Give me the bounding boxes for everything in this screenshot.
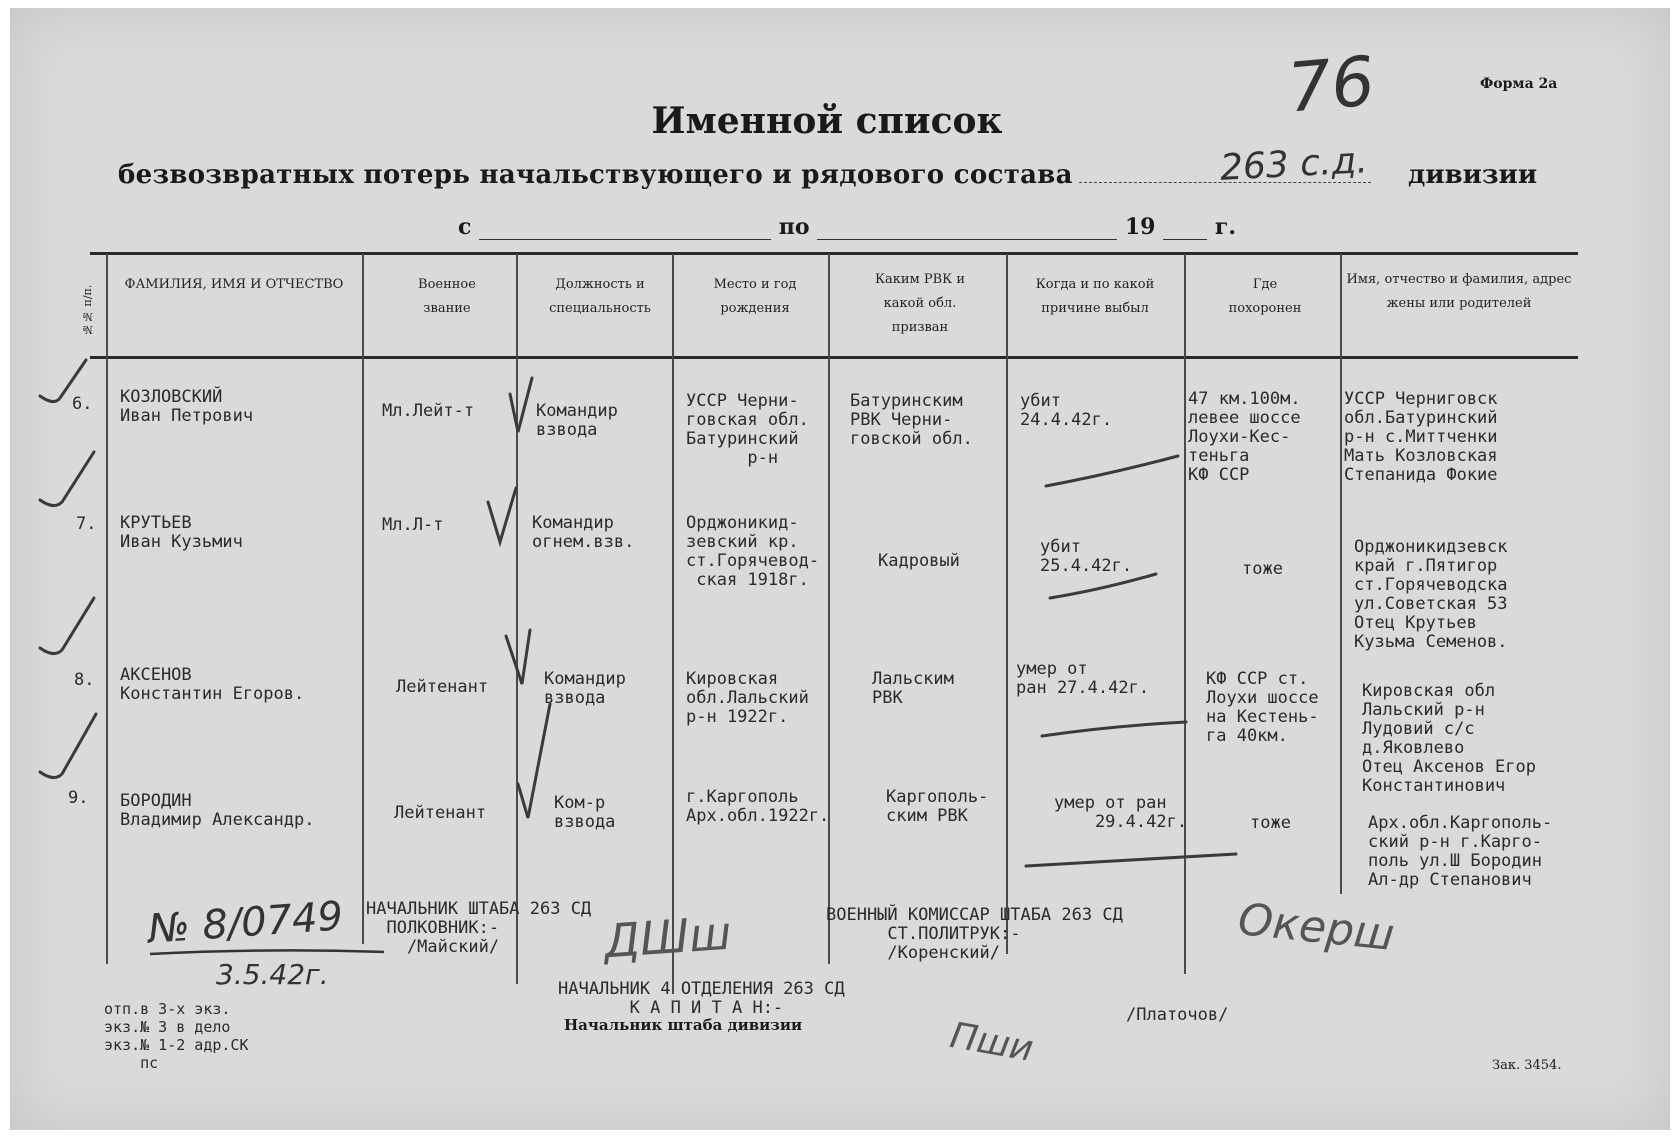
check-mark-icon xyxy=(506,630,530,684)
row-position: Командир взвода xyxy=(544,669,626,708)
document-subtitle xyxy=(118,160,1377,190)
row-relatives: Арх.обл.Каргополь- ский р-н г.Карго- поль ул.Ш Бородин Ал-др Степанович xyxy=(1368,813,1553,890)
strike-line xyxy=(1046,456,1178,486)
col-divider xyxy=(828,254,830,964)
signature-scribble: ДШш xyxy=(602,905,733,969)
col-divider xyxy=(672,254,674,994)
copies-note: отп.в 3-х экз. экз.№ 3 в дело экз.№ 1-2 адр.СК пс xyxy=(104,1000,249,1072)
signature-scribble: Окерш xyxy=(1235,893,1397,962)
check-mark-icon xyxy=(40,452,94,506)
row-relatives: Орджоникидзевск край г.Пятигор ст.Горячеводска ул.Советская 53 Отец Крутьев Кузьма Семенов. xyxy=(1354,537,1508,652)
row-relatives: УССР Черниговск обл.Батуринский р-н с.Миттченки Мать Козловская Степанида Фокие xyxy=(1344,389,1498,485)
row-name: АКСЕНОВ Константин Егоров. xyxy=(120,665,305,704)
date-to-label: по xyxy=(778,214,810,240)
chief-of-staff-signature: НАЧАЛЬНИК ШТАБА 263 СД ПОЛКОВНИК:- /Майский/ xyxy=(366,899,592,957)
table-header-rule xyxy=(90,356,1578,359)
row-when: убит 25.4.42г. xyxy=(1040,537,1133,576)
row-rvk: Каргополь- ским РВК xyxy=(886,787,989,826)
date-year-label: 19 xyxy=(1124,214,1156,240)
document-paper xyxy=(10,8,1670,1130)
row-position: Командир взвода xyxy=(536,401,618,440)
header-name: ФАМИЛИЯ, ИМЯ И ОТЧЕСТВО xyxy=(124,277,344,292)
row-when: умер от ран 29.4.42г. xyxy=(1054,793,1188,832)
col-divider xyxy=(362,254,364,944)
document-date: 3.5.42г. xyxy=(216,958,329,991)
header-rvk: Каким РВК и какой обл. призван xyxy=(874,272,965,335)
row-buried: 47 км.100м. левее шоссе Лоухи-Кес- теньга КФ ССР xyxy=(1188,389,1301,485)
commissar-signature: ВОЕННЫЙ КОМИССАР ШТАБА 263 СД СТ.ПОЛИТРУК:- /Коренский/ xyxy=(826,905,1123,963)
row-buried: КФ ССР ст. Лоухи шоссе на Кестень- га 40км. xyxy=(1206,669,1319,746)
dept-chief-name: /Платочов/ xyxy=(1126,1005,1229,1025)
form-label: Форма 2а xyxy=(1480,76,1558,92)
date-year-blank xyxy=(1163,221,1207,240)
col-divider xyxy=(516,254,518,984)
header-when: Когда и по какой причине выбыл xyxy=(1035,277,1155,316)
subtitle-text: безвозвратных потерь начальствующего и рядового состава xyxy=(118,160,1073,190)
date-from-label: с xyxy=(458,214,472,240)
row-number: 7. xyxy=(76,514,97,534)
row-birth: Кировская обл.Лальский р-н 1922г. xyxy=(686,669,809,727)
row-number: 9. xyxy=(68,788,89,808)
row-birth: Орджоникид- зевский кр. ст.Горячевод- ская 1918г. xyxy=(686,513,820,590)
division-word: дивизии xyxy=(1408,160,1538,190)
check-mark-icon xyxy=(40,714,96,778)
row-rvk: Батуринским РВК Черни- говской обл. xyxy=(850,391,973,449)
printed-caption: Начальник штаба дивизии xyxy=(564,1016,803,1034)
row-birth: г.Каргополь Арх.обл.1922г. xyxy=(686,787,830,826)
row-rank: Мл.Лейт-т xyxy=(382,401,475,421)
header-buried: Где похоронен xyxy=(1228,277,1302,316)
header-position: Должность и специальность xyxy=(549,277,651,316)
strike-line xyxy=(1026,854,1236,866)
row-when: убит 24.4.42г. xyxy=(1020,391,1113,430)
header-birth: Место и год рождения xyxy=(713,277,797,316)
row-rvk: Кадровый xyxy=(878,551,960,571)
header-rank: Военное звание xyxy=(418,277,476,316)
date-to-blank xyxy=(817,221,1117,240)
row-number: 6. xyxy=(72,394,93,414)
row-rank: Лейтенант xyxy=(394,803,487,823)
date-range xyxy=(458,214,1236,240)
row-name: БОРОДИН Владимир Александр. xyxy=(120,791,315,830)
row-rank: Лейтенант xyxy=(396,677,489,697)
col-divider xyxy=(1340,254,1342,894)
division-number: 263 с.д. xyxy=(1219,140,1369,189)
row-number: 8. xyxy=(74,670,95,690)
row-rank: Мл.Л-т xyxy=(382,515,444,535)
header-relatives: Имя, отчество и фамилия, адрес жены или родителей xyxy=(1346,272,1572,311)
row-name: КОЗЛОВСКИЙ Иван Петрович xyxy=(120,387,254,426)
date-year-suffix: г. xyxy=(1214,214,1236,240)
col-divider xyxy=(106,254,108,964)
row-position: Ком-р взвода xyxy=(554,793,616,832)
header-number: №№ п/п. xyxy=(81,284,94,336)
print-order: Зак. 3454. xyxy=(1492,1058,1562,1073)
signature-scribble: Пши xyxy=(947,1015,1037,1070)
document-title: Именной список xyxy=(651,100,1003,142)
dept-chief-signature: НАЧАЛЬНИК 4 ОТДЕЛЕНИЯ 263 СД К А П И Т А Н:- xyxy=(558,979,845,1018)
table-top-rule xyxy=(90,252,1578,255)
date-from-blank xyxy=(479,221,771,240)
archive-number: 76 xyxy=(1284,42,1378,129)
strike-line xyxy=(1050,574,1156,598)
row-buried: тоже xyxy=(1250,813,1291,833)
row-when: умер от ран 27.4.42г. xyxy=(1016,659,1150,698)
document-number: № 8/0749 xyxy=(146,893,345,953)
row-relatives: Кировская обл Лальский р-н Лудовий с/с д.Яковлево Отец Аксенов Егор Константинович xyxy=(1362,681,1536,796)
col-divider xyxy=(1184,254,1186,974)
row-buried: тоже xyxy=(1242,559,1283,579)
row-rvk: Лальским РВК xyxy=(872,669,954,708)
check-mark-icon xyxy=(510,378,532,432)
check-mark-icon xyxy=(40,598,94,654)
row-position: Командир огнем.взв. xyxy=(532,513,635,552)
col-divider xyxy=(1006,254,1008,954)
check-mark-icon xyxy=(488,488,516,542)
row-name: КРУТЬЕВ Иван Кузьмич xyxy=(120,513,243,552)
strike-line xyxy=(1042,722,1186,736)
check-mark-icon xyxy=(518,704,550,818)
row-birth: УССР Черни- говская обл. Батуринский р-н xyxy=(686,391,809,468)
